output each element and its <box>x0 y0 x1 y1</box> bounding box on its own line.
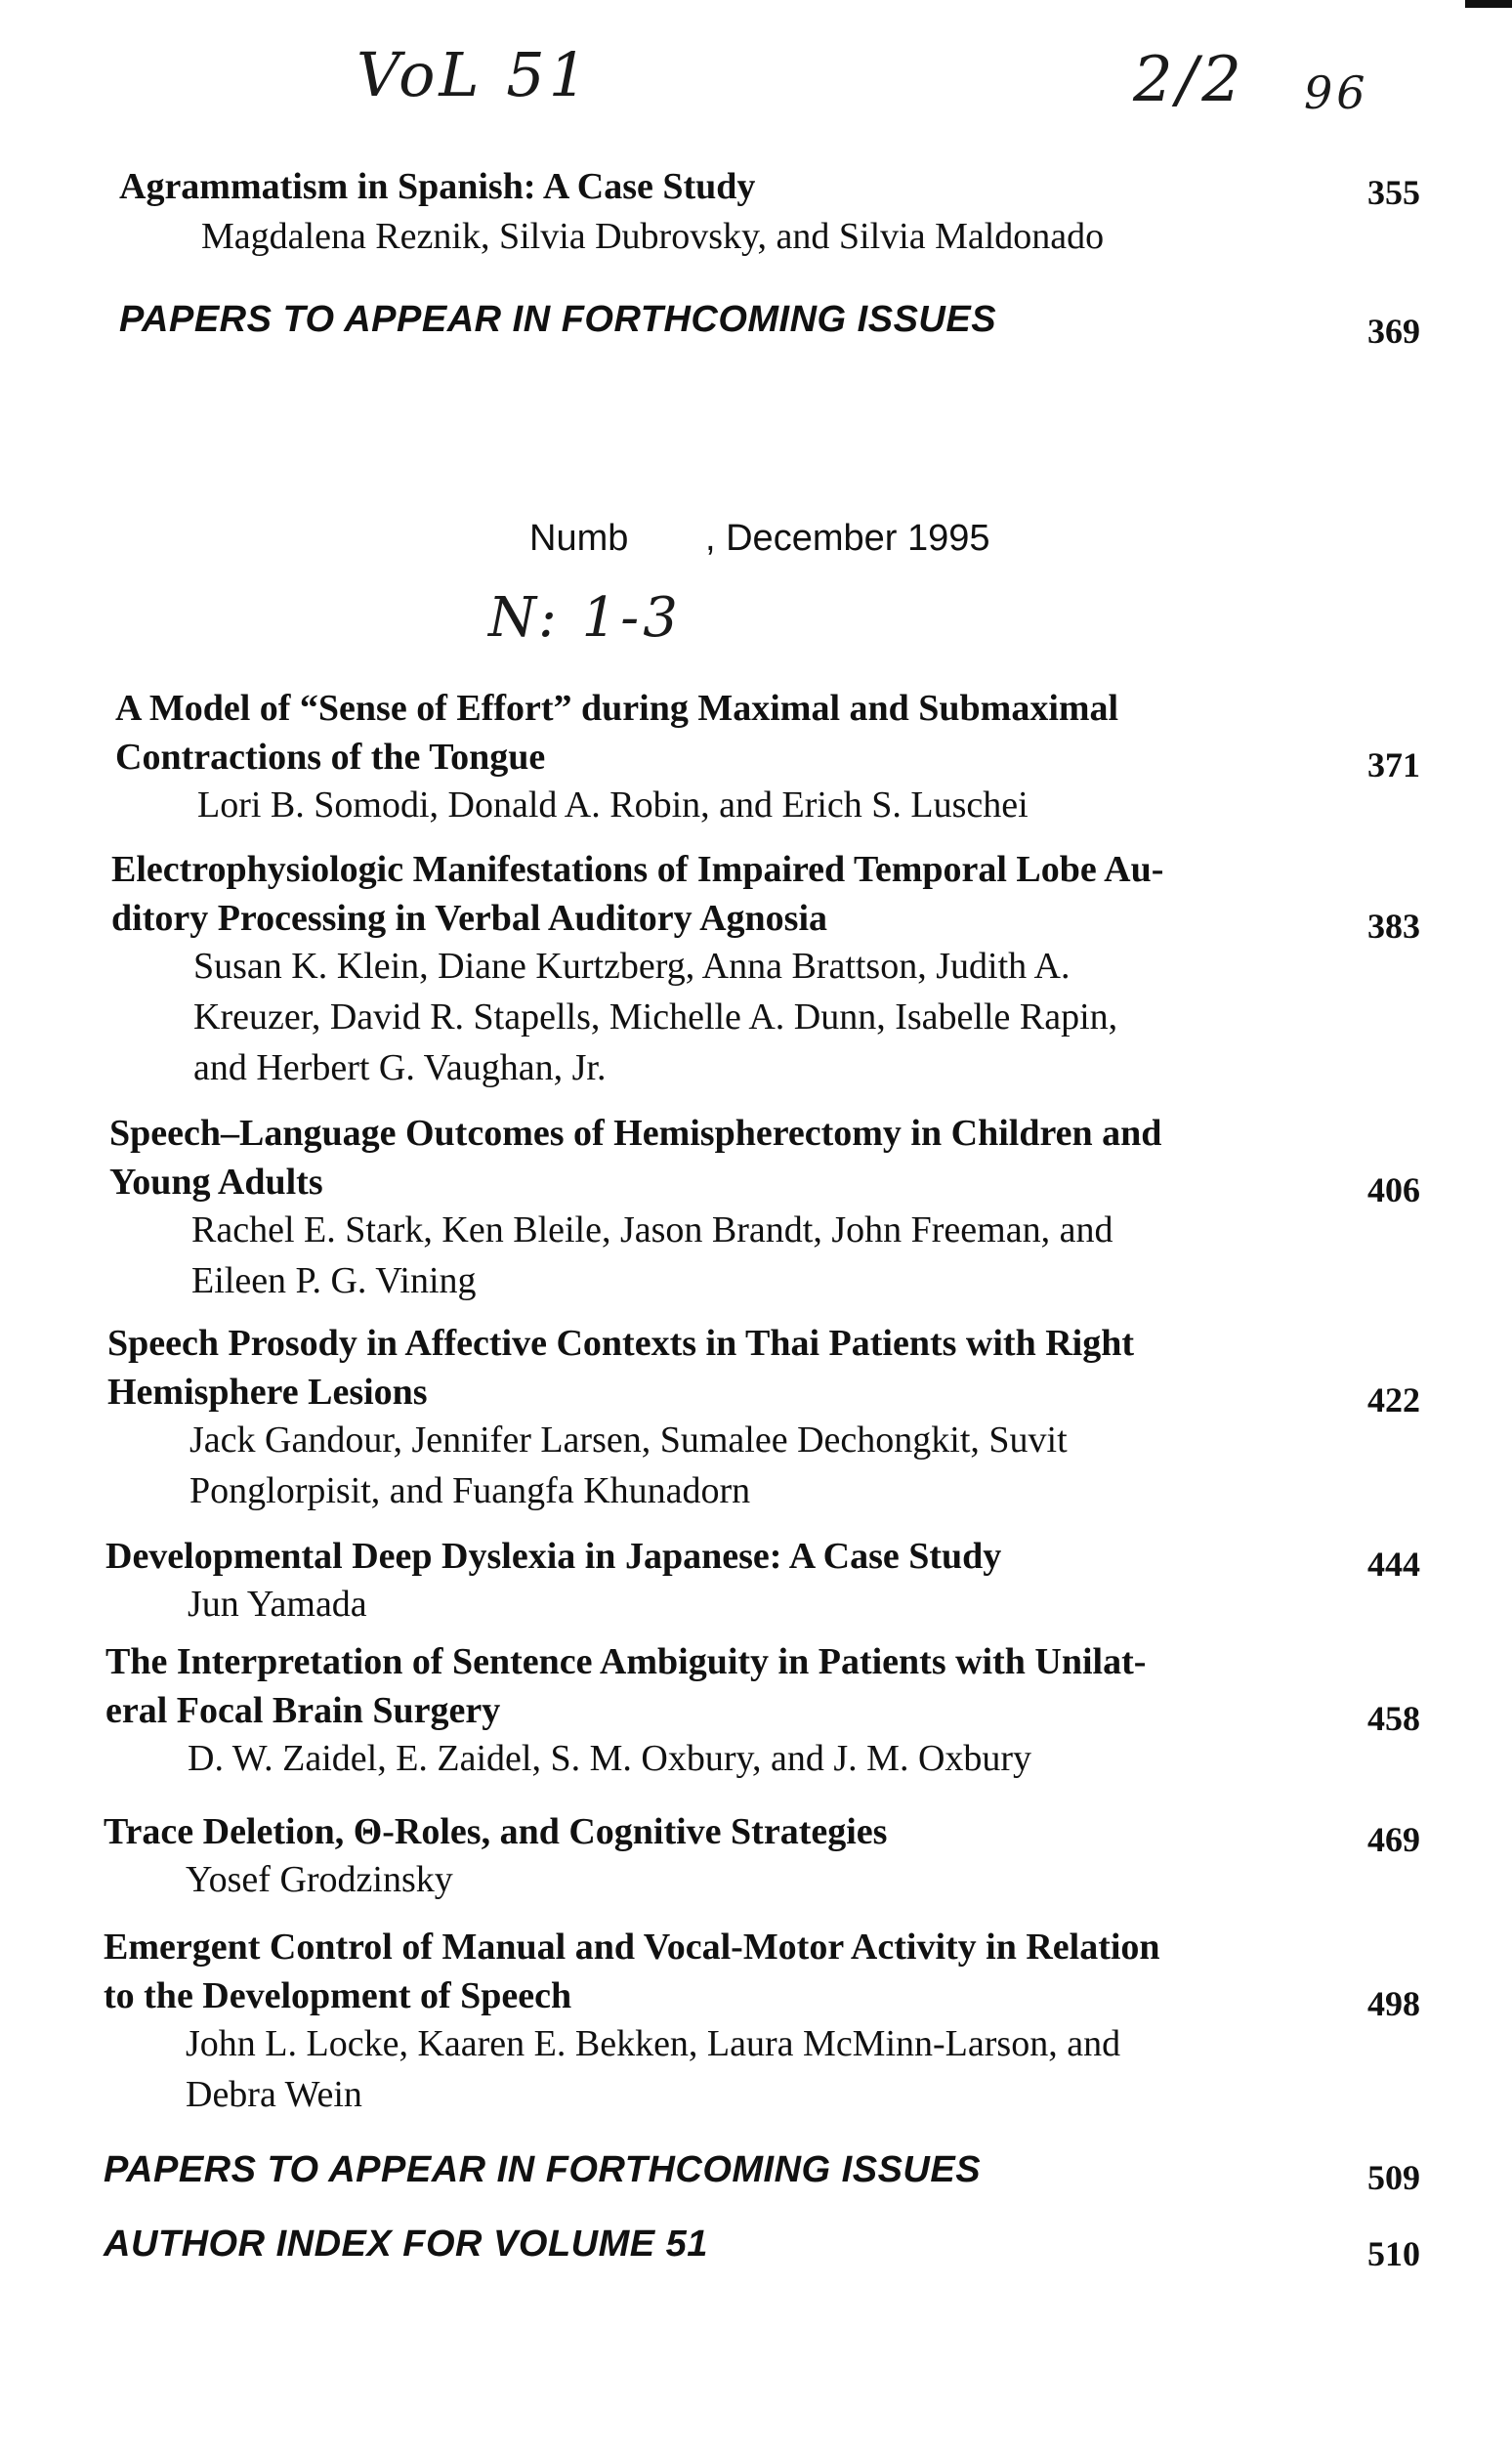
entry-page-number: 355 <box>1367 173 1420 212</box>
handwritten-number-note: N: 1-3 <box>488 586 682 650</box>
handwritten-date-note: 2/2 <box>1133 44 1245 116</box>
entry-title-line: Developmental Deep Dyslexia in Japanese: A Case Study <box>105 1536 1002 1577</box>
entry-author-line: John L. Locke, Kaaren E. Bekken, Laura McMinn-Larson, and <box>186 2023 1121 2064</box>
entry-title-line: to the Development of Speech <box>104 1975 572 2016</box>
entry-title: Agrammatism in Spanish: A Case Study <box>119 166 756 207</box>
entry-title-line: eral Focal Brain Surgery <box>105 1690 501 1731</box>
scan-edge-mark <box>1465 0 1512 8</box>
issue-date-label: , December 1995 <box>705 518 990 559</box>
handwritten-volume-note: VoL 51 <box>357 39 592 110</box>
entry-title-line: Electrophysiologic Manifestations of Impaired Temporal Lobe Au- <box>111 849 1164 890</box>
entry-page-number: 371 <box>1367 745 1420 784</box>
entry-title-line: Speech Prosody in Affective Contexts in Thai Patients with Right <box>107 1323 1134 1364</box>
entry-title-line: Hemisphere Lesions <box>107 1372 428 1413</box>
author-index-page-number: 510 <box>1367 2234 1420 2273</box>
handwritten-year-note: 96 <box>1304 66 1369 119</box>
entry-page-number: 458 <box>1367 1699 1420 1738</box>
entry-author-line: Jack Gandour, Jennifer Larsen, Sumalee Dechongkit, Suvit <box>189 1419 1068 1461</box>
forthcoming-heading: PAPERS TO APPEAR IN FORTHCOMING ISSUES <box>104 2149 982 2190</box>
entry-author-line: Eileen P. G. Vining <box>191 1260 477 1301</box>
entry-author-line: Rachel E. Stark, Ken Bleile, Jason Brandt, John Freeman, and <box>191 1209 1113 1250</box>
forthcoming-page-number: 369 <box>1367 312 1420 351</box>
forthcoming-heading: PAPERS TO APPEAR IN FORTHCOMING ISSUES <box>119 299 997 340</box>
entry-author-line: Kreuzer, David R. Stapells, Michelle A. Dunn, Isabelle Rapin, <box>193 996 1118 1038</box>
entry-author-line: Lori B. Somodi, Donald A. Robin, and Erich S. Luschei <box>197 784 1029 826</box>
author-index-heading: AUTHOR INDEX FOR VOLUME 51 <box>104 2224 708 2265</box>
entry-title-line: ditory Processing in Verbal Auditory Agnosia <box>111 898 828 939</box>
entry-page-number: 422 <box>1367 1380 1420 1419</box>
entry-title-line: A Model of “Sense of Effort” during Maximal and Submaximal <box>115 688 1119 729</box>
forthcoming-page-number: 509 <box>1367 2158 1420 2197</box>
entry-page-number: 498 <box>1367 1984 1420 2023</box>
entry-page-number: 406 <box>1367 1170 1420 1209</box>
entry-author-line: Susan K. Klein, Diane Kurtzberg, Anna Brattson, Judith A. <box>193 946 1071 987</box>
entry-author-line: Yosef Grodzinsky <box>186 1859 453 1900</box>
entry-author-line: Jun Yamada <box>188 1584 367 1625</box>
entry-title-line: Contractions of the Tongue <box>115 737 546 778</box>
entry-title-line: Young Adults <box>109 1162 323 1203</box>
issue-number-label: Numb <box>529 518 629 559</box>
entry-author-line: Debra Wein <box>186 2074 362 2115</box>
entry-author-line: Ponglorpisit, and Fuangfa Khunadorn <box>189 1470 751 1511</box>
entry-title-line: The Interpretation of Sentence Ambiguity in Patients with Unilat- <box>105 1641 1147 1682</box>
entry-author-line: D. W. Zaidel, E. Zaidel, S. M. Oxbury, and J. M. Oxbury <box>188 1738 1032 1779</box>
entry-title-line: Emergent Control of Manual and Vocal-Motor Activity in Relation <box>104 1927 1160 1968</box>
entry-page-number: 444 <box>1367 1545 1420 1584</box>
entry-page-number: 383 <box>1367 907 1420 946</box>
entry-title-line: Speech–Language Outcomes of Hemispherectomy in Children and <box>109 1113 1162 1154</box>
entry-page-number: 469 <box>1367 1820 1420 1859</box>
entry-title-line: Trace Deletion, Θ-Roles, and Cognitive Strategies <box>104 1811 888 1852</box>
entry-author-line: and Herbert G. Vaughan, Jr. <box>193 1047 607 1088</box>
entry-authors: Magdalena Reznik, Silvia Dubrovsky, and Silvia Maldonado <box>201 216 1105 257</box>
